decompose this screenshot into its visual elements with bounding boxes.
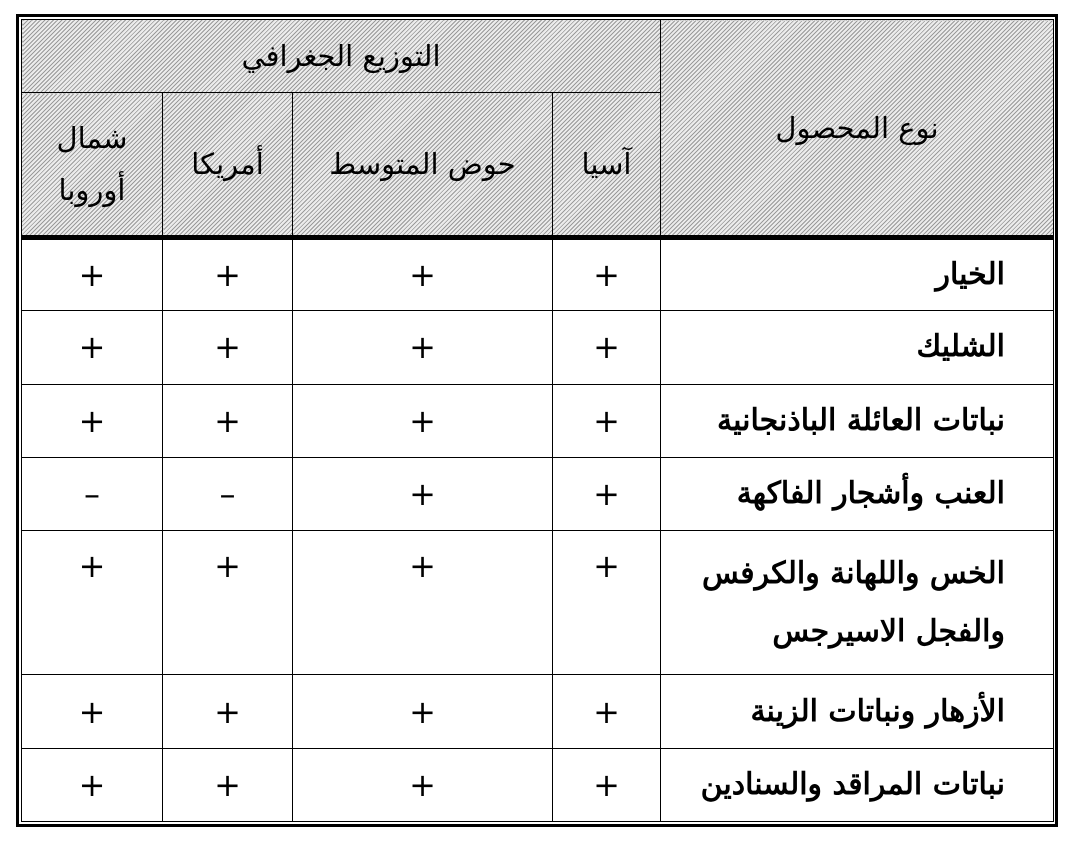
header-region-america (163, 93, 293, 238)
header-crop-type (661, 20, 1054, 238)
table-row (22, 675, 1054, 748)
mark-cell: + (553, 311, 661, 384)
header-row-top (22, 20, 1054, 93)
region-label: شمال أوروبا (56, 121, 128, 207)
mark-cell: + (553, 457, 661, 530)
mark-cell: + (163, 384, 293, 457)
mark-cell: + (22, 238, 163, 311)
mark-cell: + (22, 311, 163, 384)
table-row (22, 311, 1054, 384)
mark-cell: + (293, 384, 553, 457)
mark-cell: + (163, 311, 293, 384)
mark-cell: + (22, 531, 163, 675)
crop-name: العنب وأشجار الفاكهة (661, 457, 1054, 530)
region-label: أمريكا (191, 147, 264, 181)
mark-cell: + (553, 748, 661, 821)
crop-distribution-table (21, 19, 1054, 822)
table-row (22, 238, 1054, 311)
header-geo-distribution (22, 20, 661, 93)
table-row (22, 457, 1054, 530)
crop-name: الأزهار ونباتات الزينة (661, 675, 1054, 748)
mark-cell: + (553, 675, 661, 748)
crop-name: نباتات المراقد والسنادين (661, 748, 1054, 821)
table-frame (16, 14, 1058, 827)
mark-cell: + (163, 238, 293, 311)
mark-cell: + (553, 238, 661, 311)
header-region-mediterranean (293, 93, 553, 238)
header-crop-type-label: نوع المحصول (775, 110, 939, 145)
mark-cell: + (293, 675, 553, 748)
region-label: آسيا (581, 147, 632, 181)
table-row (22, 748, 1054, 821)
region-label: حوض المتوسط (329, 147, 516, 181)
table-row (22, 384, 1054, 457)
mark-cell: + (553, 384, 661, 457)
mark-cell: + (163, 675, 293, 748)
mark-cell: + (293, 311, 553, 384)
mark-cell: + (163, 748, 293, 821)
header-geo-distribution-label: التوزيع الجغرافي (241, 39, 441, 73)
header-region-north-europe (22, 93, 163, 238)
mark-cell: + (293, 457, 553, 530)
mark-cell: + (293, 531, 553, 675)
mark-cell: + (553, 531, 661, 675)
mark-cell: + (22, 384, 163, 457)
mark-cell: + (293, 748, 553, 821)
crop-name: الخيار (661, 238, 1054, 311)
header-region-asia (553, 93, 661, 238)
table-row (22, 531, 1054, 675)
mark-cell: + (22, 675, 163, 748)
crop-name: الشليك (661, 311, 1054, 384)
crop-name: نباتات العائلة الباذنجانية (661, 384, 1054, 457)
mark-cell: + (163, 531, 293, 675)
mark-cell: + (293, 238, 553, 311)
mark-cell: + (22, 748, 163, 821)
mark-cell: – (163, 457, 293, 530)
mark-cell: – (22, 457, 163, 530)
crop-name: الخس واللهانة والكرفس والفجل الاسيرجس (661, 531, 1054, 675)
